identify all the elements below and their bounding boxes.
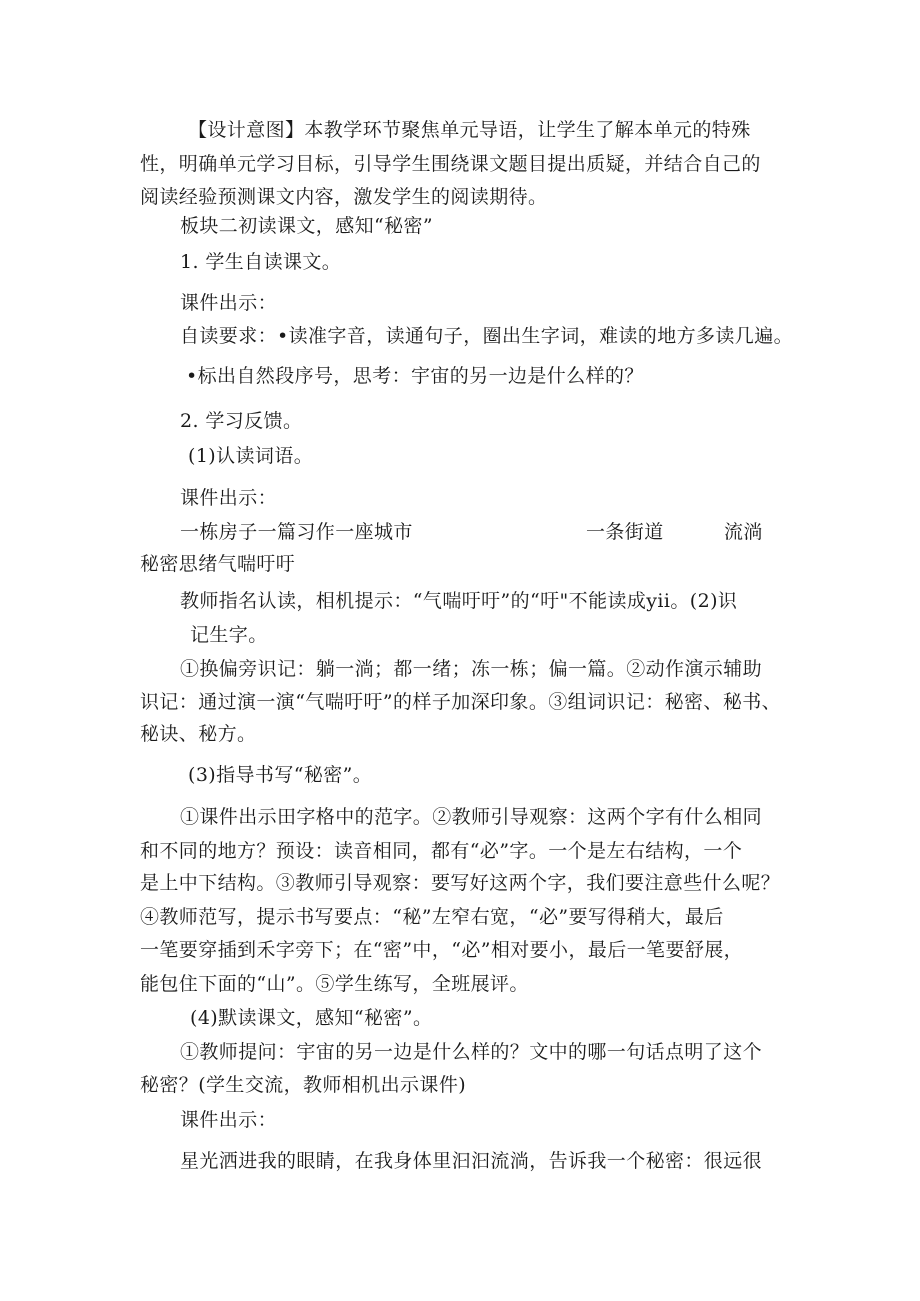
- design-intent-line-2: 性，明确单元学习目标，引导学生围绕课文题目提出质疑，并结合自己的: [140, 153, 761, 175]
- reading-requirement-1: 自读要求：•读准字音，读通句子，圈出生字词，难读的地方多读几遍。: [180, 325, 794, 347]
- reading-requirement-2: •标出自然段序号，思考：宇宙的另一边是什么样的？: [186, 365, 644, 387]
- writing-guide-line-6: 能包住下面的“山”。⑤学生练写，全班展评。: [140, 973, 529, 995]
- courseware-label-3: 课件出示：: [180, 1109, 278, 1131]
- vocabulary-row-1-left: 一栋房子一篇习作一座城市: [180, 521, 413, 543]
- vocabulary-flow: 流淌: [724, 521, 763, 543]
- writing-guide-line-3: 是上中下结构。③教师引导观察：要写好这两个字，我们要注意些什么呢？: [140, 872, 781, 894]
- character-method-line-2: 识记：通过演一演“气喘吁吁”的样子加深印象。③组词识记：秘密、秘书、: [140, 691, 782, 713]
- writing-guide-line-5: 一笔要穿插到禾字旁下；在“密”中，“必”相对要小，最后一笔要舒展，: [140, 939, 744, 961]
- substep-1-heading: (1)认读词语。: [188, 445, 314, 467]
- step-2-heading: 2. 学习反馈。: [180, 410, 303, 432]
- teacher-reading-line-1: 教师指名认读，相机提示：“气喘吁吁”的“吁"不能读成yii。(2)识: [180, 590, 738, 612]
- writing-guide-line-1: ①课件出示田字格中的范字。②教师引导观察：这两个字有什么相同: [180, 806, 763, 828]
- writing-guide-line-4: ④教师范写，提示书写要点：“秘”左窄右宽，“必”要写得稍大，最后: [140, 906, 724, 928]
- step-1-heading: 1. 学生自读课文。: [180, 251, 342, 273]
- section-heading: 板块二初读课文，感知“秘密”: [180, 215, 434, 237]
- substep-4-heading: (4)默读课文，感知“秘密”。: [190, 1007, 433, 1029]
- teacher-question-line-1: ①教师提问：宇宙的另一边是什么样的？文中的哪一句话点明了这个: [180, 1041, 763, 1063]
- courseware-label-1: 课件出示：: [180, 292, 278, 314]
- substep-3-heading: (3)指导书写“秘密”。: [188, 764, 373, 786]
- teacher-reading-line-2: 记生字。: [190, 624, 268, 646]
- vocabulary-row-2: 秘密思绪气喘吁吁: [140, 553, 296, 575]
- teacher-question-line-2: 秘密？(学生交流，教师相机出示课件): [140, 1074, 467, 1096]
- character-method-line-3: 秘诀、秘方。: [140, 723, 257, 745]
- text-quote-line: 星光洒进我的眼睛，在我身体里汩汩流淌，告诉我一个秘密：很远很: [180, 1150, 763, 1172]
- character-method-line-1: ①换偏旁识记：躺一淌；都一绪；冻一栋；偏一篇。②动作演示辅助: [180, 658, 763, 680]
- writing-guide-line-2: 和不同的地方？预设：读音相同，都有“必”字。一个是左右结构，一个: [140, 840, 743, 862]
- vocabulary-street: 一条街道: [586, 521, 664, 543]
- courseware-label-2: 课件出示：: [180, 487, 278, 509]
- design-intent-line-3: 阅读经验预测课文内容，激发学生的阅读期待。: [140, 186, 548, 208]
- design-intent-line-1: 【设计意图】本教学环节聚焦单元导语，让学生了解本单元的特殊: [188, 119, 751, 141]
